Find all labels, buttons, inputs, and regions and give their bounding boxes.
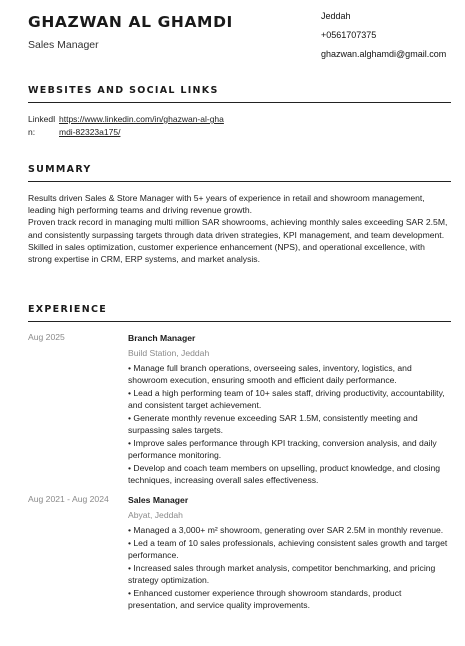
section-title-summary: SUMMARY: [28, 164, 92, 175]
contact-location: Jeddah: [321, 11, 351, 21]
link-label: LinkedIn:: [28, 114, 56, 137]
candidate-title: Sales Manager: [28, 39, 99, 51]
linkedin-link[interactable]: https://www.linkedin.com/in/ghazwan-al-ghamdi-82323a175/: [59, 114, 224, 137]
job-date: Aug 2025: [28, 332, 65, 342]
job-bullet: • Led a team of 10 sales professionals, achieving consistent sales growth and target performance.: [128, 537, 448, 560]
job-company: Abyat, Jeddah: [128, 510, 183, 520]
candidate-name: GHAZWAN AL GHAMDI: [28, 13, 233, 31]
summary-paragraph: Proven track record in managing multi million SAR showrooms, achieving monthly sales exceeding SAR 2.5M, and consistently surpassing targets through data driven strategies, KPI management, and team development.: [28, 217, 448, 240]
job-bullet: • Manage full branch operations, overseeing sales, inventory, logistics, and showroom execution, ensuring smooth and efficient daily performance.: [128, 363, 412, 386]
job-details: [128, 332, 451, 487]
section-divider: [28, 102, 451, 103]
job-role: Branch Manager: [128, 333, 196, 343]
job-company: Build Station, Jeddah: [128, 348, 210, 358]
job-bullet: • Enhanced customer experience through showroom standards, product presentation, and service quality improvements.: [128, 587, 402, 610]
job-bullet: • Increased sales through market analysis, competitor benchmarking, and pricing strategy optimization.: [128, 562, 436, 585]
section-divider: [28, 321, 451, 322]
job-bullets: [128, 524, 451, 611]
section-divider: [28, 181, 451, 182]
summary-paragraph: Results driven Sales & Store Manager with 5+ years of experience in retail and showroom management, leading high performing teams and driving revenue growth.: [28, 193, 425, 216]
section-title-links: WEBSITES AND SOCIAL LINKS: [28, 85, 219, 96]
job-bullet: • Improve sales performance through KPI tracking, conversion analysis, and daily performance monitoring.: [128, 438, 437, 461]
summary-text: [28, 192, 450, 265]
job-date: Aug 2021 - Aug 2024: [28, 494, 109, 504]
contact-email: ghazwan.alghamdi@gmail.com: [321, 49, 447, 59]
summary-paragraph: Skilled in sales optimization, customer experience enhancement (NPS), and operational excellence, with strong expertise in CRM, ERP systems, and market analysis.: [28, 241, 425, 265]
job-bullet: • Generate monthly revenue exceeding SAR 1.5M, consistently meeting and surpassing sales targets.: [128, 413, 418, 436]
job-bullet: • Lead a high performing team of 10+ sales staff, driving productivity, accountability, and consistent target achievement.: [128, 388, 445, 411]
job-bullets: [128, 362, 451, 486]
contact-block: [321, 10, 446, 67]
job-bullet: • Develop and coach team members on upselling, product knowledge, and closing techniques, increasing overall sales effectiveness.: [128, 463, 441, 486]
contact-phone: +0561707375: [321, 30, 377, 40]
job-role: Sales Manager: [128, 495, 189, 505]
job-details: [128, 494, 451, 612]
section-title-experience: EXPERIENCE: [28, 304, 108, 315]
job-bullet: • Managed a 3,000+ m² showroom, generating over SAR 2.5M in monthly revenue.: [128, 525, 444, 535]
